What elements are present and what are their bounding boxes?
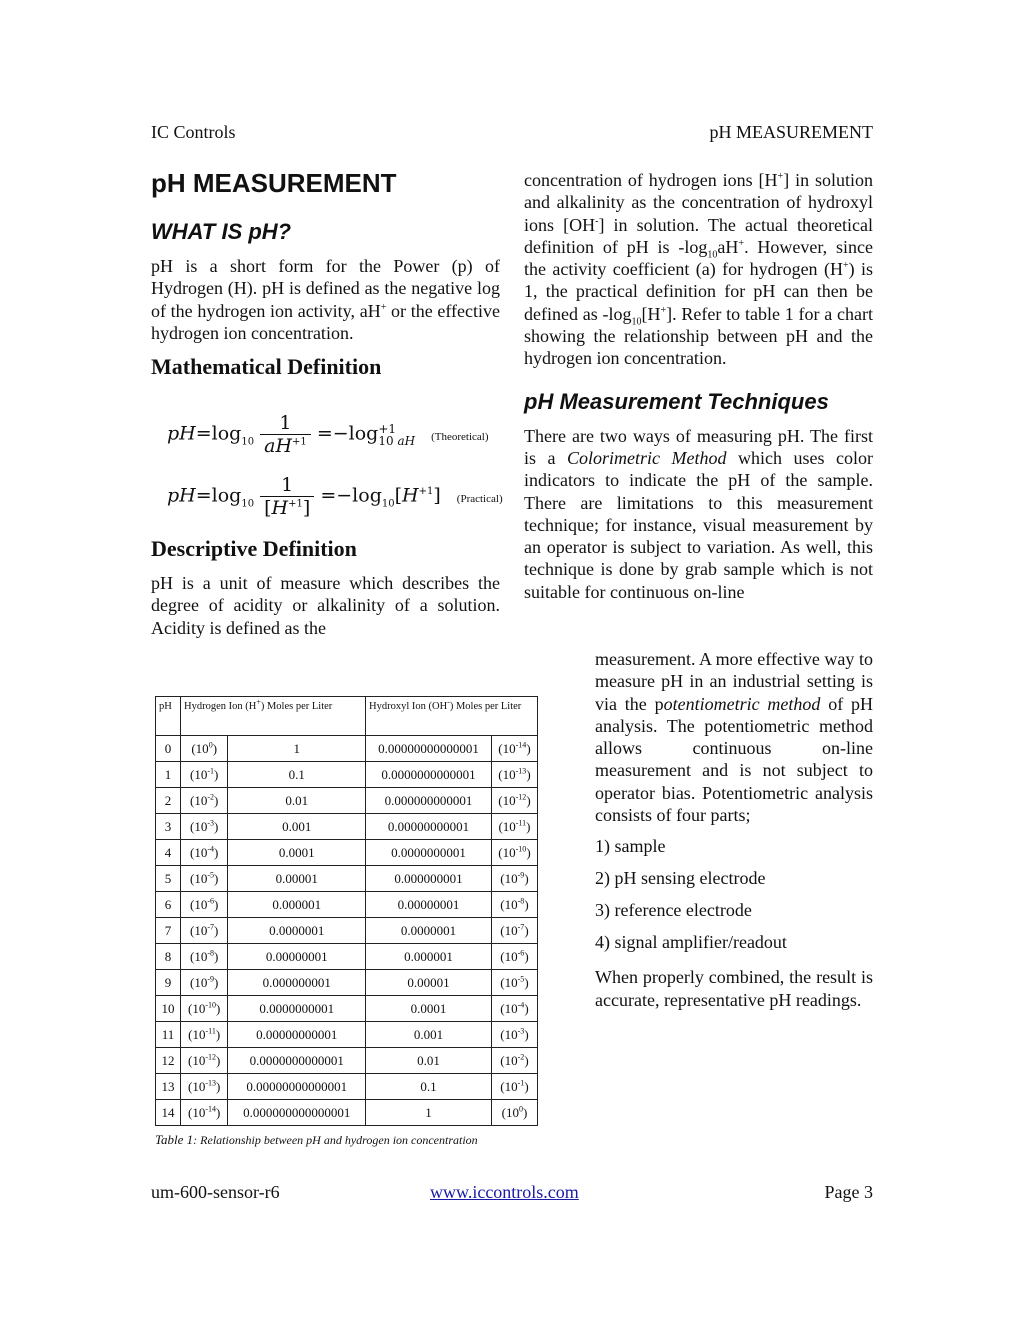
ph-cell: 8 — [156, 944, 181, 970]
hydrogen-value-cell: 0.0000000001 — [228, 996, 366, 1022]
hydrogen-exp-cell: $(10^{-5})$ — [181, 866, 228, 892]
ph-cell: 10 — [156, 996, 181, 1022]
hydroxyl-value-cell: 0.1 — [366, 1074, 492, 1100]
ph-cell: 14 — [156, 1100, 181, 1126]
closing-paragraph: When properly combined, the result is accurate, representative pH readings. — [595, 967, 873, 1010]
hydrogen-value-cell: 0.0000001 — [228, 918, 366, 944]
hydrogen-value-cell: 0.000000000000001 — [228, 1100, 366, 1126]
page-title: pH MEASUREMENT — [151, 168, 397, 198]
hydroxyl-value-cell: 0.000000000001 — [366, 788, 492, 814]
header-hydroxyl: Hydroxyl Ion (OH-) Moles per Liter — [366, 697, 538, 736]
hydrogen-value-cell: 0.01 — [228, 788, 366, 814]
table-row — [156, 840, 538, 866]
footer-left: um-600-sensor-r6 — [151, 1182, 280, 1202]
hydrogen-exp-cell: $(10^{-13})$ — [181, 1074, 228, 1100]
what-is-ph-heading: WHAT IS pH? — [151, 219, 292, 244]
techniques-heading: pH Measurement Techniques — [524, 388, 829, 414]
table-row — [156, 814, 538, 840]
descriptive-definition-heading: Descriptive Definition — [151, 536, 357, 561]
intro-paragraph: pH is a short form for the Power (p) of Hydrogen (H). pH is defined as the negative log of the hydrogen ion activity, aH+ or the effective hydrogen ion concentration. — [151, 256, 501, 343]
practical-formula: $pH=\log_{10}$ $\frac{1}{[H^{+1}]}$ $=-\log_{10}[H^{+1}]$ (Practical) — [167, 474, 503, 519]
hydroxyl-value-cell: 0.000000001 — [366, 866, 492, 892]
hydrogen-value-cell: 0.000001 — [228, 892, 366, 918]
hydroxyl-value-cell: 0.000001 — [366, 944, 492, 970]
hydroxyl-exp-cell: $(10^{-12})$ — [491, 788, 537, 814]
ph-cell: 1 — [156, 762, 181, 788]
hydroxyl-exp-cell: $(10^{-9})$ — [491, 866, 537, 892]
hydrogen-exp-cell: $(10^{-8})$ — [181, 944, 228, 970]
ph-cell: 12 — [156, 1048, 181, 1074]
hydrogen-exp-cell: $(10^{-14})$ — [181, 1100, 228, 1126]
table-row — [156, 1022, 538, 1048]
hydroxyl-value-cell: 0.00001 — [366, 970, 492, 996]
math-definition-heading: Mathematical Definition — [151, 354, 382, 380]
table-row — [156, 944, 538, 970]
hydroxyl-exp-cell: $(10^{-1})$ — [491, 1074, 537, 1100]
parts-list — [595, 836, 873, 964]
hydrogen-exp-cell: $(10^{-12})$ — [181, 1048, 228, 1074]
hydrogen-value-cell: 0.0001 — [228, 840, 366, 866]
table-row — [156, 762, 538, 788]
ph-cell: 3 — [156, 814, 181, 840]
hydrogen-exp-cell: $(10^0)$ — [181, 736, 228, 762]
ph-cell: 5 — [156, 866, 181, 892]
hydroxyl-value-cell: 0.0000000001 — [366, 840, 492, 866]
table-row — [156, 788, 538, 814]
hydrogen-exp-cell: $(10^{-10})$ — [181, 996, 228, 1022]
header-hydrogen: Hydrogen Ion (H+) Moles per Liter — [181, 697, 366, 736]
header-ph: pH — [156, 697, 181, 736]
list-item: 2) pH sensing electrode — [595, 868, 766, 889]
hydroxyl-value-cell: 0.00000001 — [366, 892, 492, 918]
list-item: 4) signal amplifier/readout — [595, 932, 787, 953]
ph-cell: 7 — [156, 918, 181, 944]
hydrogen-value-cell: 0.1 — [228, 762, 366, 788]
hydrogen-exp-cell: $(10^{-9})$ — [181, 970, 228, 996]
hydroxyl-exp-cell: $(10^{-5})$ — [491, 970, 537, 996]
table-row — [156, 892, 538, 918]
hydroxyl-exp-cell: $(10^{-2})$ — [491, 1048, 537, 1074]
hydroxyl-exp-cell: $(10^0)$ — [491, 1100, 537, 1126]
hydroxyl-value-cell: 0.00000000000001 — [366, 736, 492, 762]
hydroxyl-exp-cell: $(10^{-8})$ — [491, 892, 537, 918]
ph-cell: 9 — [156, 970, 181, 996]
ph-cell: 6 — [156, 892, 181, 918]
techniques-paragraph: There are two ways of measuring pH. The first is a Colorimetric Method which uses color indicators to indicate the pH of the sample. There are limitations to this measurement technique; for instance, visual measurement by an operator is subject to variation. As well, this technique is done by grab sample which is not suitable for continuous on-line — [524, 425, 874, 602]
hydrogen-value-cell: 0.000000001 — [228, 970, 366, 996]
hydroxyl-exp-cell: $(10^{-6})$ — [491, 944, 537, 970]
hydroxyl-value-cell: 0.00000000001 — [366, 814, 492, 840]
hydroxyl-value-cell: 1 — [366, 1100, 492, 1126]
hydroxyl-value-cell: 0.01 — [366, 1048, 492, 1074]
list-item: 3) reference electrode — [595, 900, 752, 921]
table-header-row — [156, 697, 538, 736]
descriptive-paragraph: pH is a unit of measure which describes the degree of acidity or alkalinity of a solution. Acidity is defined as the — [151, 573, 500, 638]
header-right: pH MEASUREMENT — [709, 122, 873, 142]
hydrogen-value-cell: 0.00001 — [228, 866, 366, 892]
hydrogen-exp-cell: $(10^{-1})$ — [181, 762, 228, 788]
hydrogen-value-cell: 0.00000000001 — [228, 1022, 366, 1048]
footer-link[interactable]: www.iccontrols.com — [430, 1182, 579, 1202]
hydrogen-value-cell: 0.00000001 — [228, 944, 366, 970]
hydrogen-exp-cell: $(10^{-7})$ — [181, 918, 228, 944]
ph-cell: 11 — [156, 1022, 181, 1048]
hydrogen-exp-cell: $(10^{-4})$ — [181, 840, 228, 866]
hydroxyl-exp-cell: $(10^{-13})$ — [491, 762, 537, 788]
hydroxyl-value-cell: 0.0000000000001 — [366, 762, 492, 788]
table-row — [156, 736, 538, 762]
ph-cell: 13 — [156, 1074, 181, 1100]
hydrogen-exp-cell: $(10^{-2})$ — [181, 788, 228, 814]
ph-cell: 2 — [156, 788, 181, 814]
hydrogen-value-cell: 0.0000000000001 — [228, 1048, 366, 1074]
theoretical-formula: $pH=\log_{10}$ $\frac{1}{aH^{+1}}$ =−log +1 10 aH (Theoretical) — [167, 412, 489, 457]
hydrogen-exp-cell: $(10^{-3})$ — [181, 814, 228, 840]
hydrogen-value-cell: 0.00000000000001 — [228, 1074, 366, 1100]
hydroxyl-exp-cell: $(10^{-7})$ — [491, 918, 537, 944]
ph-cell: 4 — [156, 840, 181, 866]
table-row — [156, 970, 538, 996]
hydroxyl-exp-cell: $(10^{-11})$ — [491, 814, 537, 840]
hydroxyl-value-cell: 0.001 — [366, 1022, 492, 1048]
hydrogen-exp-cell: $(10^{-11})$ — [181, 1022, 228, 1048]
hydroxyl-exp-cell: $(10^{-3})$ — [491, 1022, 537, 1048]
hydroxyl-exp-cell: $(10^{-4})$ — [491, 996, 537, 1022]
table-row — [156, 918, 538, 944]
ph-table — [155, 696, 538, 1126]
hydroxyl-value-cell: 0.0001 — [366, 996, 492, 1022]
hydrogen-value-cell: 1 — [228, 736, 366, 762]
table-row — [156, 996, 538, 1022]
table-row — [156, 1100, 538, 1126]
table-caption: Table 1: Relationship between pH and hydrogen ion concentration — [155, 1132, 478, 1147]
table-row — [156, 1074, 538, 1100]
hydrogen-exp-cell: $(10^{-6})$ — [181, 892, 228, 918]
header-left: IC Controls — [151, 122, 236, 142]
hydrogen-concentration-paragraph: concentration of hydrogen ions [H+] in solution and alkalinity as the concentration of hydroxyl ions [OH-] in solution. The actual theoretical definition of pH is $-\log_{10}aH^+$. However, since the activity coefficient (a) for hydrogen (H+) is 1, the practical definition for pH can then be defined as $-\log_{10}[H^+]$. Refer to table 1 for a chart showing the relationship between pH and the hydrogen ion concentration. — [524, 170, 874, 369]
potentiometric-paragraph: measurement. A more effective way to measure pH in an industrial setting is via the potentiometric method of pH analysis. The potentiometric method allows continuous on-line measurement and is not subject to operator bias. Potentiometric analysis consists of four parts; — [595, 649, 874, 826]
ph-cell: 0 — [156, 736, 181, 762]
hydroxyl-exp-cell: $(10^{-14})$ — [491, 736, 537, 762]
practical-tag: (Practical) — [456, 492, 503, 505]
theoretical-tag: (Theoretical) — [431, 430, 489, 443]
footer-page: Page 3 — [824, 1182, 873, 1202]
list-item: 1) sample — [595, 836, 666, 857]
hydroxyl-exp-cell: $(10^{-10})$ — [491, 840, 537, 866]
table-row — [156, 1048, 538, 1074]
table-row — [156, 866, 538, 892]
hydroxyl-value-cell: 0.0000001 — [366, 918, 492, 944]
hydrogen-value-cell: 0.001 — [228, 814, 366, 840]
